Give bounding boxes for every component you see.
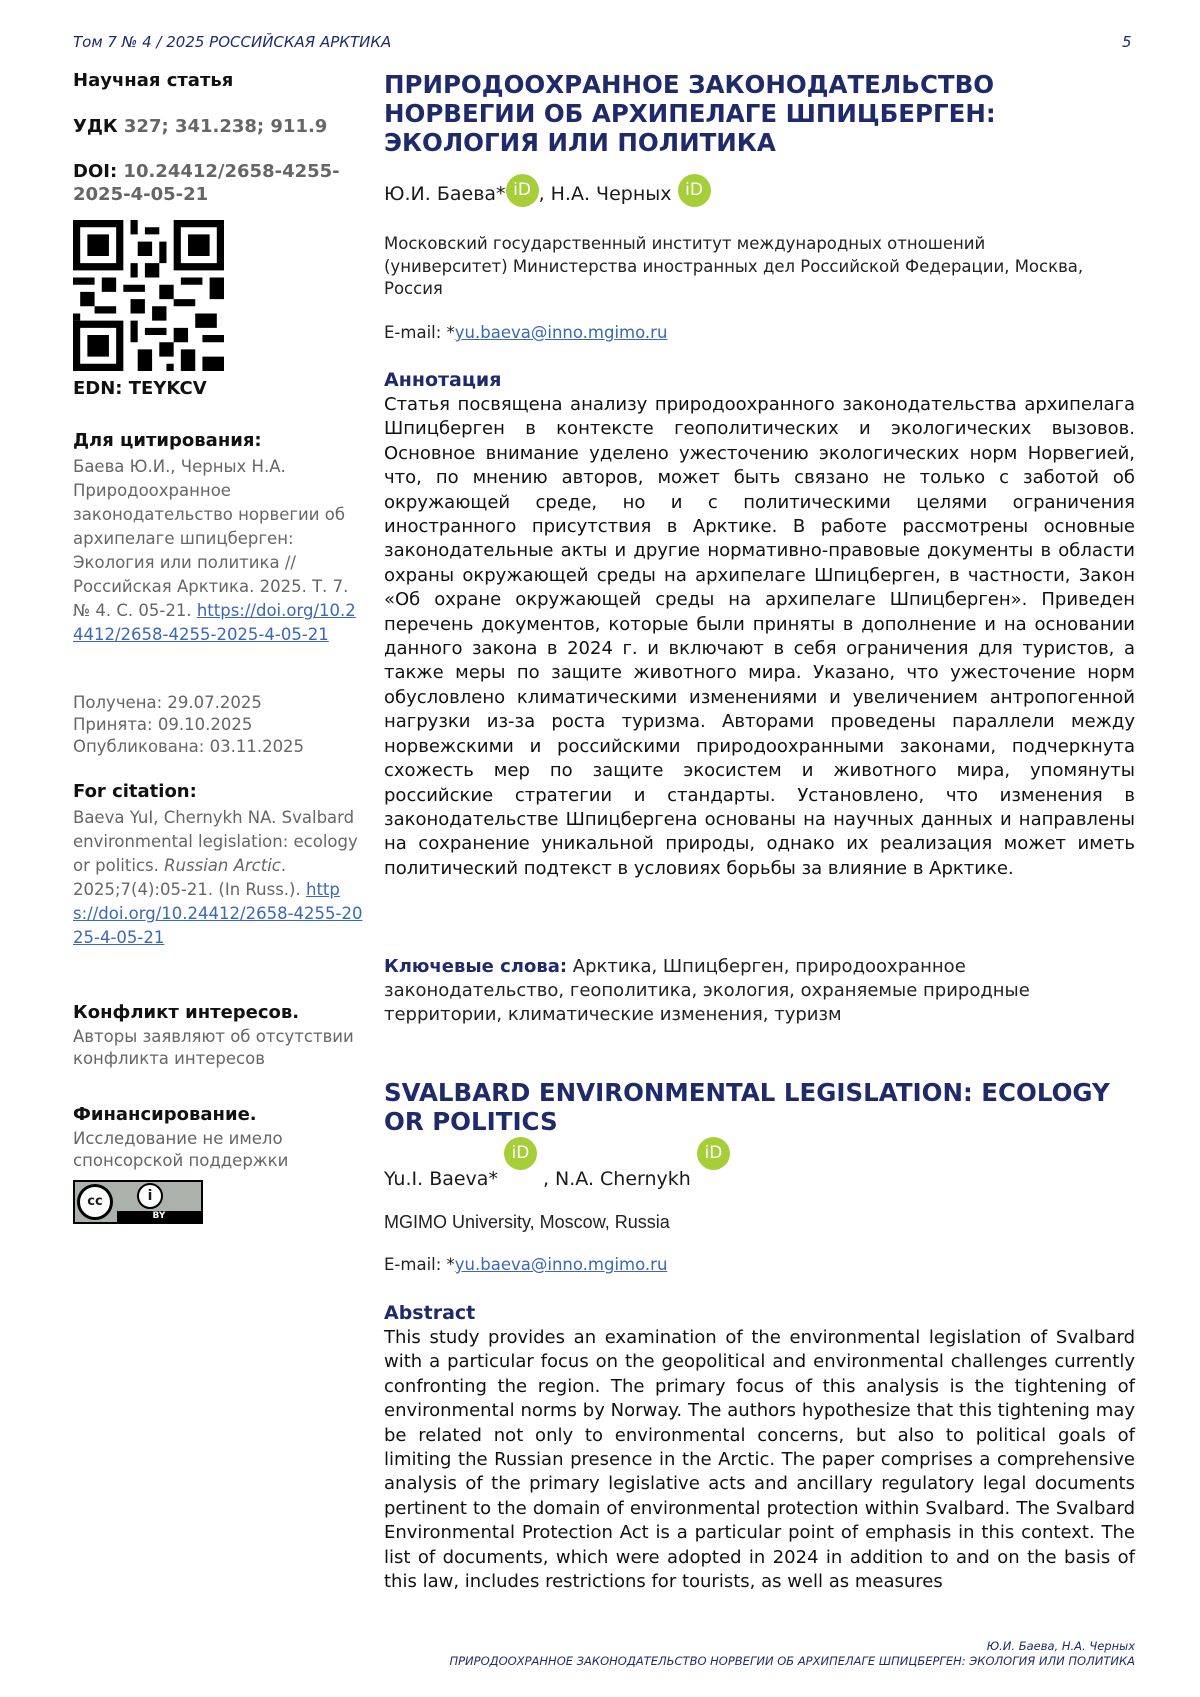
title-ru: ПРИРОДООХРАННОЕ ЗАКОНОДАТЕЛЬСТВО НОРВЕГИИ ОБ АРХИПЕЛАГЕ ШПИЦБЕРГЕН: ЭКОЛОГИЯ ИЛИ ПОЛИТИКА xyxy=(384,70,996,157)
footer-authors: Ю.И. Баева, Н.А. Черных xyxy=(986,1639,1135,1653)
keywords-ru xyxy=(384,955,1135,1027)
udk-value: 327; 341.238; 911.9 xyxy=(123,116,328,137)
author-2: , N.A. Chernykh xyxy=(542,1168,691,1190)
conflict-heading: Конфликт интересов. xyxy=(73,1002,300,1023)
orcid-icon[interactable]: iD xyxy=(678,174,711,207)
cite-en xyxy=(73,806,363,950)
qr-code-icon xyxy=(73,220,224,371)
email-label: E-mail: * xyxy=(384,323,455,342)
doi xyxy=(73,160,363,206)
orcid-icon[interactable]: iD xyxy=(504,1137,537,1170)
keywords-label: Ключевые слова: xyxy=(384,956,568,977)
cite-en-details: . 2025;7(4):05-21. (In Russ.). xyxy=(73,856,301,899)
authors-en xyxy=(384,1143,1135,1196)
conflict-text: Авторы заявляют об отсутствии конфликта интересов xyxy=(73,1027,354,1068)
cite-en-text: Baeva YuI, Chernykh NA. Svalbard environmental legislation: ecology or politics. xyxy=(73,808,358,875)
cite-en-journal: Russian Arctic xyxy=(164,856,281,875)
doi-label: DOI: xyxy=(73,161,118,182)
email-label: E-mail: * xyxy=(384,1255,455,1274)
published-date: Опубликована: 03.11.2025 xyxy=(73,737,305,756)
license-label: BY xyxy=(117,1211,201,1222)
cite-en-heading: For citation: xyxy=(73,781,197,802)
title-en: SVALBARD ENVIRONMENTAL LEGISLATION: ECOLOGY OR POLITICS xyxy=(384,1078,1110,1136)
orcid-icon[interactable]: iD xyxy=(506,174,539,207)
cite-ru-doi-link[interactable]: https://doi.org/10.24412/2658-4255-2025-4-05-21 xyxy=(73,601,356,644)
email-link[interactable]: yu.baeva@inno.mgimo.ru xyxy=(454,323,668,342)
page-number: 5 xyxy=(1122,33,1132,51)
author-1: Yu.I. Baeva* xyxy=(384,1168,498,1190)
cite-ru-text: Баева Ю.И., Черных Н.А. Природоохранное законодательство норвегии об архипелаге шпицберген: Экология или политика // Российская Арктика. 2025. Т. 7. № 4. С. 05-21. xyxy=(73,457,349,620)
udk xyxy=(73,116,363,138)
keywords: Арктика, Шпицберген, природоохранное законодательство, геополитика, экология, охраняемые природные территории, климатические изменения, туризм xyxy=(384,956,1030,1025)
footer-title: ПРИРОДООХРАННОЕ ЗАКОНОДАТЕЛЬСТВО НОРВЕГИИ ОБ АРХИПЕЛАГЕ ШПИЦБЕРГЕН: ЭКОЛОГИЯ ИЛИ ПОЛИТИКА xyxy=(449,1654,1135,1668)
running-header: Том 7 № 4 / 2025 РОССИЙСКАЯ АРКТИКА xyxy=(73,33,392,51)
cite-ru-heading: Для цитирования: xyxy=(73,430,262,451)
dates xyxy=(73,692,363,758)
email-ru xyxy=(384,322,1135,345)
affiliation-ru: Московский государственный институт международных отношений (университет) Министерства иностранных дел Российской Федерации, Москва, Россия xyxy=(384,234,1084,298)
email-link[interactable]: yu.baeva@inno.mgimo.ru xyxy=(454,1255,668,1274)
attribution-icon: i xyxy=(137,1183,163,1209)
cc-icon: cc xyxy=(77,1184,113,1220)
authors-ru xyxy=(384,178,1135,211)
cc-by-license-icon[interactable] xyxy=(73,1180,203,1224)
received-date: Получена: 29.07.2025 xyxy=(73,693,262,712)
udk-label: УДК xyxy=(73,116,118,137)
orcid-icon[interactable]: iD xyxy=(697,1137,730,1170)
author-2: , Н.А. Черных xyxy=(538,183,672,205)
abstract-heading-en: Abstract xyxy=(384,1302,476,1324)
abstract-ru: Статья посвящена анализу природоохранного законодательства архипелага Шпицберген в контексте геополитических и экологических вызовов. Основное внимание уделено ужесточению экологических норм Норвегией, что, по мнению авторов, может быть связано не только с заботой об окружающей среде, но и с политическими целями ограничения иностранного присутствия в Арктике. В работе рассмотрены основные законодательные акты и другие нормативно-правовые документы в области охраны окружающей среды на архипелаге Шпицберген, в частности, Закон «Об охране окружающей среды на архипелаге Шпицберген». Приведен перечень документов, которые были приняты в дополнение и на основании данного закона в 2024 г. и включают в себя ограничения для туристов, а также меры по защите животного мира. Указано, что ужесточение норм обусловлено климатическими изменениями и увеличением антропогенной нагрузки из-за роста туризма. Авторами проведены параллели между норвежскими и российскими природоохранными законами, подчеркнута схожесть мер по защите экосистем и животного мира, упомянуты российские стратегии и стандарты. Установлено, что изменения в законодательстве Шпицбергена основаны на научных данных и направлены на сохранение уникальной природы, однако их реализация может иметь политический подтекст в условиях борьбы за влияние в Арктике. xyxy=(384,394,1135,879)
accepted-date: Принята: 09.10.2025 xyxy=(73,715,253,734)
cite-en-doi-link[interactable]: https://doi.org/10.24412/2658-4255-2025-4-05-21 xyxy=(73,880,363,947)
cite-ru xyxy=(73,455,363,647)
funding-heading: Финансирование. xyxy=(73,1104,257,1125)
article-type: Научная статья xyxy=(73,70,234,91)
affiliation-en: MGIMO University, Moscow, Russia xyxy=(384,1212,670,1232)
author-1: Ю.И. Баева* xyxy=(384,183,506,205)
email-en xyxy=(384,1254,1135,1277)
edn: EDN: TEYKCV xyxy=(73,378,207,399)
doi-value: 10.24412/2658-4255-2025-4-05-21 xyxy=(73,161,340,205)
abstract-en: This study provides an examination of the environmental legislation of Svalbard with a particular focus on the geopolitical and environmental challenges currently confronting the region. The primary focus of this analysis is the tightening of environmental norms by Norway. The authors hypothesize that this tightening may be related not only to environmental concerns, but also to political goals of limiting the Russian presence in the Arctic. The paper comprises a comprehensive analysis of the primary legislative acts and ancillary regulatory legal documents pertinent to the domain of environmental protection within Svalbard. The Svalbard Environmental Protection Act is a particular point of emphasis in this context. The list of documents, which were adopted in 2024 in addition to and on the basis of this law, includes restrictions for tourists, as well as measures xyxy=(384,1327,1135,1593)
abstract-heading-ru: Аннотация xyxy=(384,369,502,391)
funding-text: Исследование не имело спонсорской поддержки xyxy=(73,1129,289,1170)
